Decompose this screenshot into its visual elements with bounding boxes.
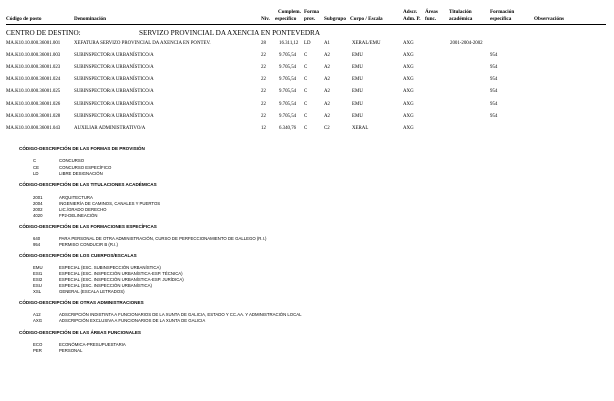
header-rule bbox=[6, 24, 606, 25]
cell-codigo: MA.K10.10.000.36001.026 bbox=[6, 102, 61, 107]
table-row bbox=[0, 52, 614, 60]
cell-forma: C bbox=[304, 102, 308, 107]
item-code: ESI1 bbox=[33, 271, 43, 276]
item-description: INGENIERÍA DE CAMINOS, CANALES Y PUERTOS bbox=[59, 201, 161, 206]
item-code: 2004 bbox=[33, 201, 43, 206]
cell-denominacion: SUBINSPECTOR/A URBANÍSTICO/A bbox=[74, 65, 154, 70]
cell-codigo: MA.K10.10.000.36001.023 bbox=[6, 65, 61, 70]
cell-cuerpo: XERAL/EMU bbox=[352, 41, 381, 46]
cell-formacion: 954 bbox=[490, 53, 498, 58]
item-code: EMU bbox=[33, 265, 43, 270]
item-code: XSL bbox=[33, 289, 42, 294]
header-areas-1: Áreas bbox=[425, 9, 438, 15]
header-adscripcion-1: Adscr. bbox=[403, 9, 418, 15]
cell-nivel: 22 bbox=[261, 65, 266, 70]
item-code: LD bbox=[33, 171, 39, 176]
table-row bbox=[0, 88, 614, 96]
section-title: CÓDIGO-DESCRIPCIÓN DE LOS CUERPOS/ESCALAS bbox=[19, 253, 137, 258]
list-item bbox=[0, 158, 614, 164]
item-description: ESPECIAL (ESC. INSPECCIÓN URBANÍSTICA) bbox=[59, 283, 152, 288]
item-code: ECO bbox=[33, 342, 43, 347]
cell-codigo: MA.K10.10.000.36001.028 bbox=[6, 114, 61, 119]
section-title: CÓDIGO-DESCRIPCIÓN DE OTRAS ADMINISTRACIONES bbox=[19, 300, 144, 305]
cell-cuerpo: EMU bbox=[352, 89, 363, 94]
cell-adscripcion: AXG bbox=[403, 77, 414, 82]
cell-nivel: 22 bbox=[261, 53, 266, 58]
item-description: ESPECIAL (ESC. SUBINSPECCIÓN URBANÍSTICA) bbox=[59, 265, 161, 270]
table-row bbox=[0, 76, 614, 84]
item-code: 640 bbox=[33, 236, 41, 241]
header-subgrupo: Subgrupo bbox=[324, 16, 346, 22]
item-description: FP2-DELINEACIÓN bbox=[59, 213, 98, 218]
header-nivel: Niv. bbox=[261, 16, 270, 22]
list-item bbox=[0, 348, 614, 354]
list-item bbox=[0, 289, 614, 295]
cell-denominacion: SUBINSPECTOR/A URBANÍSTICO/A bbox=[74, 77, 154, 82]
list-item bbox=[0, 213, 614, 219]
cell-cuerpo: EMU bbox=[352, 114, 363, 119]
header-denominacion: Denominación bbox=[74, 16, 106, 22]
cell-cuerpo: EMU bbox=[352, 102, 363, 107]
cell-denominacion: AUXILIAR ADMINISTRATIVO/A bbox=[74, 126, 146, 131]
cell-adscripcion: AXG bbox=[403, 41, 414, 46]
item-code: 2002 bbox=[33, 207, 43, 212]
cell-complemento: 9.705,54 bbox=[279, 77, 297, 82]
list-item bbox=[0, 242, 614, 248]
header-codigo: Código de posto bbox=[6, 16, 42, 22]
header-cuerpo: Corpo / Escala bbox=[350, 16, 383, 22]
cell-codigo: MA.K10.10.000.36001.043 bbox=[6, 126, 61, 131]
header-adscripcion-2: Adm. P. bbox=[403, 16, 421, 22]
item-description: CONCURSO bbox=[59, 158, 85, 163]
cell-complemento: 9.705,54 bbox=[279, 65, 297, 70]
cell-adscripcion: AXG bbox=[403, 126, 414, 131]
item-code: C bbox=[33, 158, 37, 163]
cell-cuerpo: EMU bbox=[352, 77, 363, 82]
item-description: ADSCRIPCIÓN EXCLUSIVA A FUNCIONARIOS DE LA XUNTA DE GALICIA bbox=[59, 318, 206, 323]
table-row bbox=[0, 101, 614, 109]
section-title: CÓDIGO-DESCRIPCIÓN DE LAS FORMACIONES ESPECÍFICAS bbox=[19, 224, 157, 229]
cell-subgrupo: A2 bbox=[324, 65, 330, 70]
cell-complemento: 9.705,54 bbox=[279, 102, 297, 107]
table-row bbox=[0, 125, 614, 133]
cell-forma: C bbox=[304, 89, 308, 94]
cell-subgrupo: A1 bbox=[324, 41, 330, 46]
centro-label: CENTRO DE DESTINO: bbox=[6, 29, 81, 37]
item-code: ESU bbox=[33, 283, 42, 288]
cell-adscripcion: AXG bbox=[403, 65, 414, 70]
item-code: AXG bbox=[33, 318, 43, 323]
cell-denominacion: SUBINSPECTOR/A URBANÍSTICO/A bbox=[74, 114, 154, 119]
cell-subgrupo: C2 bbox=[324, 126, 330, 131]
item-description: ECONÓMICA-PRESUPUESTARIA bbox=[59, 342, 126, 347]
cell-denominacion: SUBINSPECTOR/A URBANÍSTICO/A bbox=[74, 102, 154, 107]
cell-subgrupo: A2 bbox=[324, 89, 330, 94]
header-titulacion-2: académica bbox=[449, 16, 473, 22]
item-code: PER bbox=[33, 348, 42, 353]
cell-denominacion: XEFATURA SERVIZO PROVINCIAL DA AXENCIA EN PONTEV. bbox=[74, 41, 211, 46]
cell-subgrupo: A2 bbox=[324, 77, 330, 82]
item-description: CONCURSO ESPECÍFICO bbox=[59, 165, 112, 170]
centro-name: SERVIZO PROVINCIAL DA AXENCIA EN PONTEVEDRA bbox=[139, 29, 321, 37]
cell-adscripcion: AXG bbox=[403, 102, 414, 107]
cell-codigo: MA.K10.10.000.36001.003 bbox=[6, 53, 61, 58]
cell-forma: C bbox=[304, 65, 308, 70]
section-title: CÓDIGO-DESCRIPCIÓN DE LAS ÁREAS FUNCIONALES bbox=[19, 330, 141, 335]
item-code: ESI2 bbox=[33, 277, 43, 282]
item-description: GENERAL (ESCALA LETRADOS) bbox=[59, 289, 125, 294]
cell-forma: C bbox=[304, 77, 308, 82]
table-row bbox=[0, 40, 614, 48]
cell-forma: C bbox=[304, 114, 308, 119]
cell-subgrupo: A2 bbox=[324, 114, 330, 119]
cell-complemento: 9.705,54 bbox=[279, 53, 297, 58]
cell-nivel: 22 bbox=[261, 89, 266, 94]
cell-titulacion: 2001-2004-2002 bbox=[450, 41, 483, 46]
cell-cuerpo: EMU bbox=[352, 65, 363, 70]
cell-codigo: MA.K10.10.000.36001.025 bbox=[6, 89, 61, 94]
header-formacion-2: específica bbox=[490, 16, 512, 22]
header-forma-1: Forma bbox=[304, 9, 319, 15]
table-row bbox=[0, 113, 614, 121]
cell-denominacion: SUBINSPECTOR/A URBANÍSTICO/A bbox=[74, 53, 154, 58]
cell-nivel: 22 bbox=[261, 102, 266, 107]
item-code: CE bbox=[33, 165, 39, 170]
cell-denominacion: SUBINSPECTOR/A URBANÍSTICO/A bbox=[74, 89, 154, 94]
header-formacion-1: Formación bbox=[490, 9, 515, 15]
cell-codigo: MA.K10.10.000.36001.024 bbox=[6, 77, 61, 82]
item-description: ARQUITECTURA bbox=[59, 195, 93, 200]
cell-cuerpo: EMU bbox=[352, 53, 363, 58]
cell-formacion: 954 bbox=[490, 89, 498, 94]
item-description: LIBRE DESIGNACIÓN bbox=[59, 171, 103, 176]
item-description: LIC./GRADO DERECHO bbox=[59, 207, 107, 212]
section-title: CÓDIGO-DESCRIPCIÓN DE LAS FORMAS DE PROVISIÓN bbox=[19, 146, 145, 151]
item-description: ESPECIAL (ESC. INSPECCIÓN URBANÍSTICA-ESP. TÉCNICA) bbox=[59, 271, 183, 276]
item-code: 954 bbox=[33, 242, 41, 247]
cell-formacion: 954 bbox=[490, 102, 498, 107]
cell-complemento: 16.311,12 bbox=[279, 41, 299, 46]
section-title: CÓDIGO-DESCRIPCIÓN DE LAS TITULACIONES ACADÉMICAS bbox=[19, 182, 157, 187]
table-row bbox=[0, 64, 614, 72]
cell-nivel: 28 bbox=[261, 41, 266, 46]
header-areas-2: func. bbox=[425, 16, 437, 22]
item-description: ESPECIAL (ESC. INSPECCIÓN URBANÍSTICA-ESP. JURÍDICA) bbox=[59, 277, 184, 282]
cell-complemento: 9.705,54 bbox=[279, 89, 297, 94]
cell-subgrupo: A2 bbox=[324, 102, 330, 107]
header-forma-2: prov. bbox=[304, 16, 316, 22]
header-complemento-2: específico bbox=[275, 16, 297, 22]
item-description: PERSONAL bbox=[59, 348, 83, 353]
header-observaciones: Observacións bbox=[534, 16, 564, 22]
cell-formacion: 954 bbox=[490, 77, 498, 82]
cell-formacion: 954 bbox=[490, 114, 498, 119]
cell-nivel: 22 bbox=[261, 114, 266, 119]
cell-complemento: 9.705,54 bbox=[279, 114, 297, 119]
cell-forma: C bbox=[304, 53, 308, 58]
cell-forma: LD bbox=[304, 41, 311, 46]
item-description: ADSCRIPCIÓN INDISTINTA A FUNCIONARIOS DE LA XUNTA DE GALICIA, ESTADO Y CC.AA. Y ADMINISTRACIÓN LOCAL bbox=[59, 312, 302, 317]
cell-forma: C bbox=[304, 126, 308, 131]
list-item bbox=[0, 171, 614, 177]
cell-complemento: 6.340,76 bbox=[279, 126, 297, 131]
cell-nivel: 22 bbox=[261, 77, 266, 82]
item-code: 2001 bbox=[33, 195, 43, 200]
cell-codigo: MA.K10.10.000.36001.001 bbox=[6, 41, 61, 46]
cell-adscripcion: AXG bbox=[403, 114, 414, 119]
list-item bbox=[0, 318, 614, 324]
header-complemento-1: Complem. bbox=[278, 9, 301, 15]
item-description: PARA PERSONAL DE OTRA ADMINISTRACIÓN, CURSO DE PERFECCIONAMIENTO DE GALLEGO (R.I.) bbox=[59, 236, 267, 241]
header-titulacion-1: Titulación bbox=[449, 9, 472, 15]
item-code: 4020 bbox=[33, 213, 43, 218]
cell-adscripcion: AXG bbox=[403, 89, 414, 94]
item-description: PERMISO CONDUCIR B (R.I.) bbox=[59, 242, 118, 247]
cell-cuerpo: XERAL bbox=[352, 126, 369, 131]
cell-formacion: 954 bbox=[490, 65, 498, 70]
cell-subgrupo: A2 bbox=[324, 53, 330, 58]
item-code: A12 bbox=[33, 312, 41, 317]
cell-nivel: 12 bbox=[261, 126, 266, 131]
cell-adscripcion: AXG bbox=[403, 53, 414, 58]
